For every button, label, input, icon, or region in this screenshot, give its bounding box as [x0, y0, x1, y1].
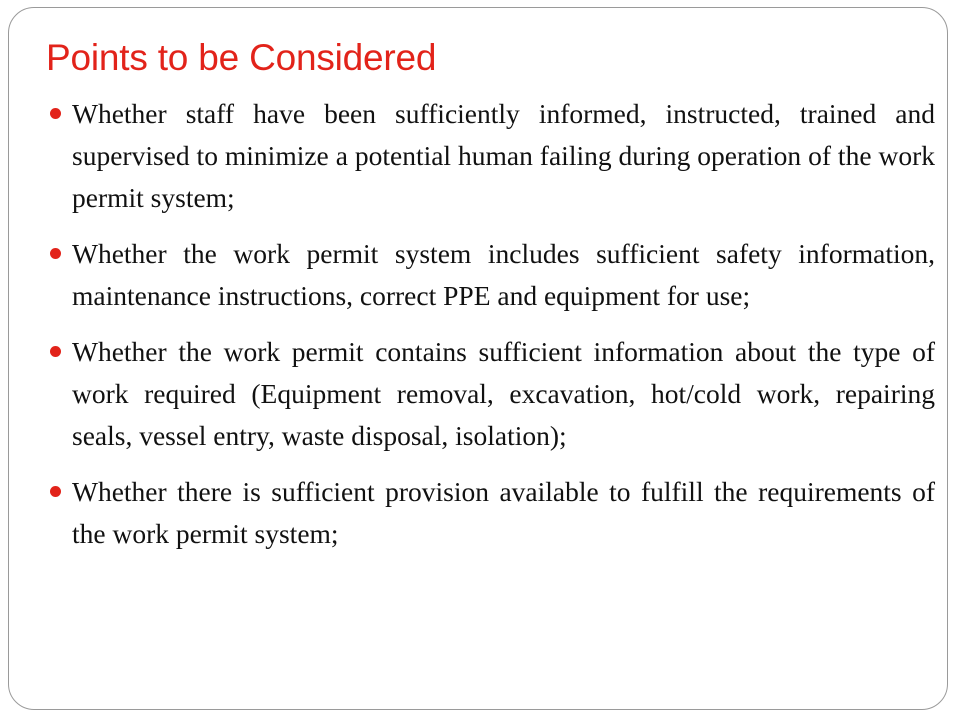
bullet-text: Whether the work permit system includes sufficient safety information, maintenance instructions, correct PPE and equipment for use;	[72, 238, 935, 311]
slide-title: Points to be Considered	[46, 37, 437, 78]
list-item	[46, 331, 935, 457]
bullet-text: Whether the work permit contains sufficient information about the type of work required (Equipment removal, excavation, hot/cold work, repairing seals, vessel entry, waste disposal, isolation);	[72, 336, 935, 451]
bullet-text: Whether staff have been sufficiently informed, instructed, trained and supervised to minimize a potential human failing during operation of the work permit system;	[72, 98, 935, 213]
bullet-dot-icon	[50, 346, 61, 357]
bullet-text: Whether there is sufficient provision available to fulfill the requirements of the work permit system;	[72, 476, 935, 549]
slide-frame	[8, 7, 948, 710]
bullet-list	[46, 93, 935, 569]
list-item	[46, 93, 935, 219]
list-item	[46, 471, 935, 555]
bullet-dot-icon	[50, 248, 61, 259]
list-item	[46, 233, 935, 317]
bullet-dot-icon	[50, 486, 61, 497]
bullet-dot-icon	[50, 108, 61, 119]
